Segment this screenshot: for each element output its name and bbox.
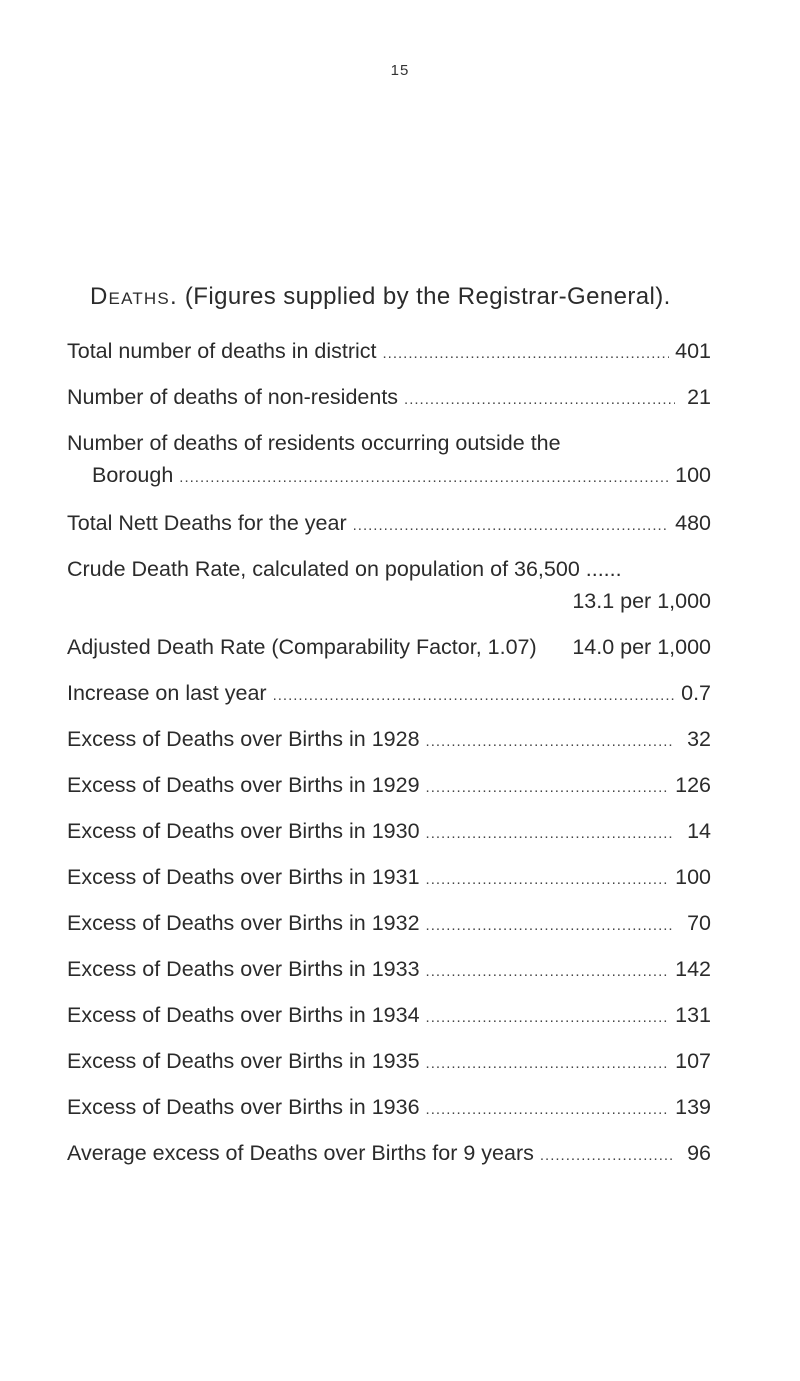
row-value: 100 <box>675 865 711 889</box>
row-value: 32 <box>687 727 711 751</box>
dot-leader <box>540 1141 675 1171</box>
row-label: Excess of Deaths over Births in 1935 <box>67 1049 420 1073</box>
dot-leader <box>426 773 670 803</box>
row-label: Average excess of Deaths over Births for 9 years <box>67 1141 534 1165</box>
page-number: 15 <box>390 62 410 79</box>
row-label: Excess of Deaths over Births in 1933 <box>67 957 420 981</box>
row-nett-deaths <box>67 508 711 541</box>
row-value: 70 <box>687 911 711 935</box>
dot-leader <box>426 911 675 941</box>
row-excess-1934 <box>67 1000 711 1033</box>
row-label: Total number of deaths in district <box>67 339 377 363</box>
row-label: Borough <box>92 463 174 487</box>
dot-leader <box>426 819 675 849</box>
row-value: 21 <box>687 385 711 409</box>
row-label: Excess of Deaths over Births in 1929 <box>67 773 420 797</box>
dot-leader <box>426 1049 670 1079</box>
row-value: 131 <box>675 1003 711 1027</box>
row-excess-1933 <box>67 954 711 987</box>
row-label: Number of deaths of non-residents <box>67 385 399 409</box>
dot-leader <box>426 1003 670 1033</box>
row-non-residents <box>67 382 711 415</box>
dot-leader <box>404 385 675 415</box>
row-label: Excess of Deaths over Births in 1928 <box>67 727 420 751</box>
row-value: 401 <box>675 339 711 363</box>
dot-leader <box>383 339 670 369</box>
row-crude-rate-value: 13.1 per 1,000 <box>572 589 711 613</box>
dot-leader <box>273 681 675 711</box>
row-excess-1928 <box>67 724 711 757</box>
row-value: 0.7 <box>681 681 711 705</box>
heading-title: Deaths. <box>90 283 178 310</box>
row-value: 139 <box>675 1095 711 1119</box>
row-excess-1930 <box>67 816 711 849</box>
section-heading <box>90 283 671 311</box>
row-excess-1935 <box>67 1046 711 1079</box>
row-adjusted-rate <box>67 632 711 662</box>
row-excess-1932 <box>67 908 711 941</box>
row-label: Excess of Deaths over Births in 1936 <box>67 1095 420 1119</box>
row-value: 126 <box>675 773 711 797</box>
row-excess-1931 <box>67 862 711 895</box>
dot-leader <box>426 727 675 757</box>
dot-leader <box>426 865 670 895</box>
row-average-excess <box>67 1138 711 1171</box>
dot-leader <box>353 511 669 541</box>
row-value: 480 <box>675 511 711 535</box>
row-label: Adjusted Death Rate (Comparability Factor, 1.07) <box>67 635 537 659</box>
row-value: 107 <box>675 1049 711 1073</box>
row-label: Excess of Deaths over Births in 1931 <box>67 865 420 889</box>
row-label: Increase on last year <box>67 681 267 705</box>
dot-leader <box>426 1095 670 1125</box>
row-value: 100 <box>675 463 711 487</box>
row-outside-borough <box>92 460 711 493</box>
row-crude-rate-label: Crude Death Rate, calculated on population of 36,500 ...... <box>67 557 622 581</box>
dot-leader <box>426 957 670 987</box>
row-value: 96 <box>687 1141 711 1165</box>
dot-leader <box>179 463 669 493</box>
row-value: 142 <box>675 957 711 981</box>
row-label: Excess of Deaths over Births in 1932 <box>67 911 420 935</box>
row-value: 14 <box>687 819 711 843</box>
row-excess-1929 <box>67 770 711 803</box>
row-label: Excess of Deaths over Births in 1930 <box>67 819 420 843</box>
row-outside-borough-line1: Number of deaths of residents occurring outside the <box>67 431 561 455</box>
row-value: 14.0 per 1,000 <box>572 635 711 659</box>
heading-subtitle: (Figures supplied by the Registrar-General). <box>184 283 671 310</box>
row-label: Excess of Deaths over Births in 1934 <box>67 1003 420 1027</box>
row-label: Total Nett Deaths for the year <box>67 511 347 535</box>
row-increase <box>67 678 711 711</box>
row-total-deaths <box>67 336 711 369</box>
row-excess-1936 <box>67 1092 711 1125</box>
